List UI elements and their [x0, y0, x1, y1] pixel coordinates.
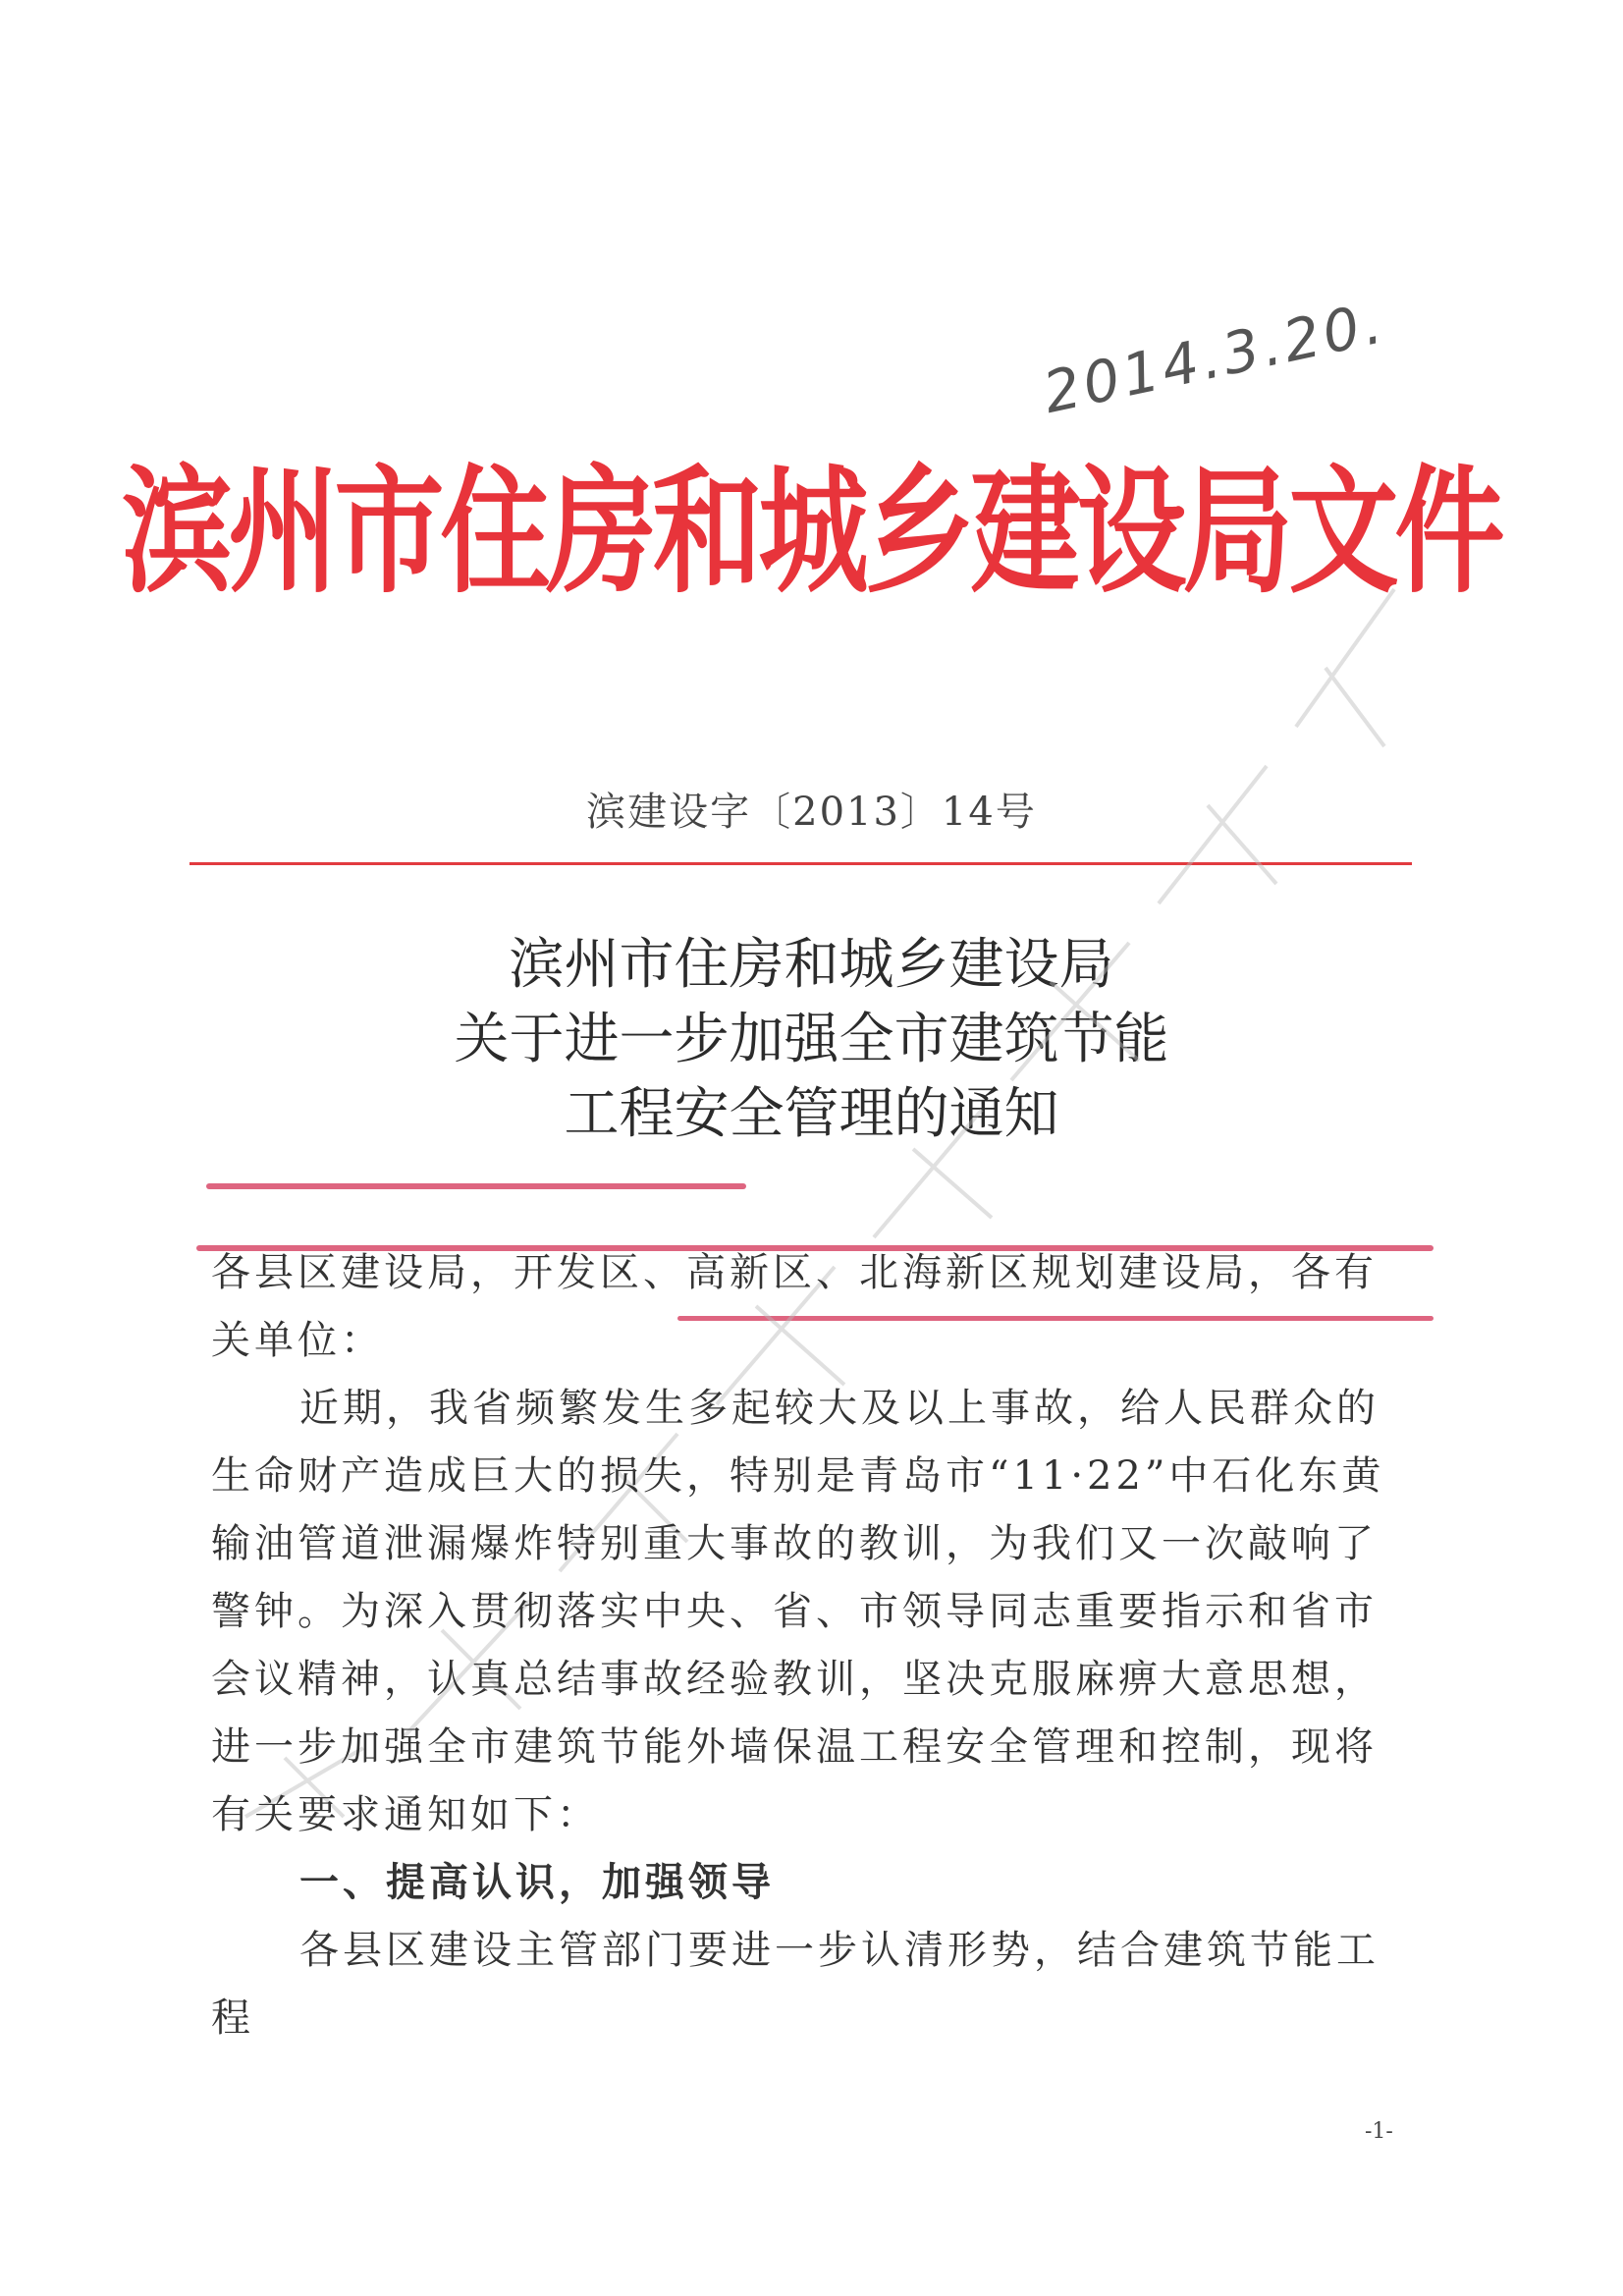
document-body: [211, 1239, 1414, 2052]
paragraph: 各县区建设主管部门要进一步认清形势，结合建筑节能工程: [211, 1928, 1380, 2041]
document-title: [0, 928, 1623, 1152]
title-line-1: 滨州市住房和城乡建设局: [509, 933, 1114, 997]
paragraph: 近期，我省频繁发生多起较大及以上事故，给人民群众的生命财产造成巨大的损失，特别是青岛市“11·22”中石化东黄输油管道泄漏爆炸特别重大事故的教训，为我们又一次敲响了警钟。为深入贯彻落实中央、省、市领导同志重要指示和省市会议精神，认真总结事故经验教训，坚决克服麻痹大意思想，进一步加强全市建筑节能外墙保温工程安全管理和控制，现将有关要求通知如下：: [211, 1386, 1385, 1837]
pen-underline-1: [206, 1183, 746, 1189]
addressee: 各县区建设局，开发区、高新区、北海新区规划建设局，各有关单位：: [211, 1250, 1378, 1363]
document-number: 滨建设字〔2013〕14号: [586, 790, 1037, 835]
title-line-3: 工程安全管理的通知: [564, 1082, 1059, 1146]
page-number: -1-: [1365, 2119, 1393, 2144]
red-divider: [189, 862, 1412, 865]
section-heading: 一、提高认识，加强领导: [299, 1860, 775, 1905]
title-line-2: 关于进一步加强全市建筑节能: [454, 1008, 1169, 1071]
issuer-header: 滨州市住房和城乡建设局文件: [122, 451, 1501, 613]
handwritten-date: 2014.3.20.: [1037, 288, 1391, 427]
